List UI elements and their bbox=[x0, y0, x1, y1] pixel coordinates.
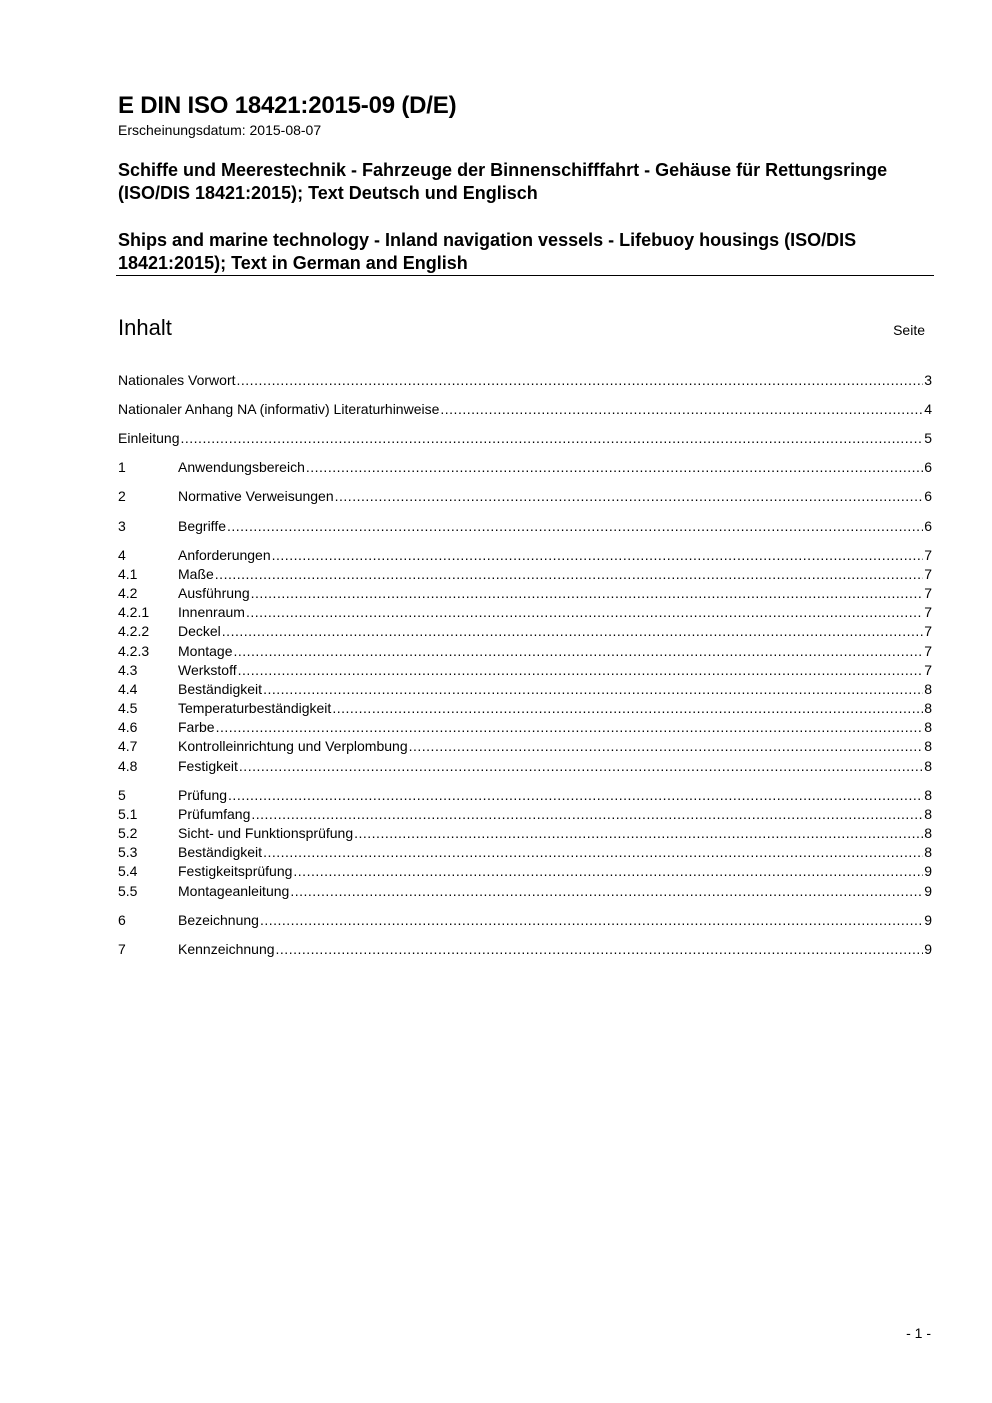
toc-leader-dots bbox=[276, 940, 924, 959]
toc-leader-dots bbox=[215, 565, 923, 584]
toc-entry-number: 4.6 bbox=[118, 719, 138, 735]
toc-leader-dots bbox=[263, 843, 923, 862]
toc-leader-dots bbox=[238, 661, 924, 680]
toc-entry-page: 7 bbox=[924, 604, 932, 620]
toc-entry[interactable] bbox=[118, 862, 932, 881]
toc-entry-title: Farbe bbox=[178, 719, 215, 735]
toc-entry-title: Nationales Vorwort bbox=[118, 372, 236, 388]
toc-entry-page: 6 bbox=[924, 518, 932, 534]
toc-entry-title: Prüfumfang bbox=[178, 806, 251, 822]
toc-entry-title: Bezeichnung bbox=[178, 912, 259, 928]
toc-entry-page: 7 bbox=[924, 585, 932, 601]
toc-leader-dots bbox=[272, 546, 924, 565]
toc-entry-page: 8 bbox=[924, 844, 932, 860]
toc-entry-title: Nationaler Anhang NA (informativ) Literaturhinweise bbox=[118, 401, 440, 417]
toc-entry-page: 8 bbox=[924, 681, 932, 697]
toc-entry[interactable] bbox=[118, 786, 932, 805]
toc-entry-number: 3 bbox=[118, 518, 126, 534]
toc-entry-title: Festigkeit bbox=[178, 758, 238, 774]
toc-entry-page: 6 bbox=[924, 459, 932, 475]
toc-entry-title: Kennzeichnung bbox=[178, 941, 275, 957]
toc-leader-dots bbox=[354, 824, 923, 843]
toc-entry-title: Begriffe bbox=[178, 518, 226, 534]
toc-entry-title: Werkstoff bbox=[178, 662, 237, 678]
toc-leader-dots bbox=[293, 862, 923, 881]
toc-entry[interactable] bbox=[118, 371, 932, 390]
toc-entry-number: 1 bbox=[118, 459, 126, 475]
toc-leader-dots bbox=[332, 699, 923, 718]
toc-leader-dots bbox=[228, 786, 923, 805]
toc-entry[interactable] bbox=[118, 699, 932, 718]
toc-entry-title: Kontrolleinrichtung und Verplombung bbox=[178, 738, 408, 754]
toc-entry[interactable] bbox=[118, 603, 932, 622]
toc-entry[interactable] bbox=[118, 805, 932, 824]
toc-leader-dots bbox=[335, 487, 924, 506]
toc-entry-title: Deckel bbox=[178, 623, 221, 639]
toc-entry-number: 4 bbox=[118, 547, 126, 563]
toc-entry[interactable] bbox=[118, 843, 932, 862]
toc-entry-title: Beständigkeit bbox=[178, 681, 263, 697]
toc-entry-title: Beständigkeit bbox=[178, 844, 263, 860]
toc-entry-number: 5.1 bbox=[118, 806, 138, 822]
toc-entry-page: 7 bbox=[924, 547, 932, 563]
toc-entry[interactable] bbox=[118, 429, 932, 448]
toc-entry[interactable] bbox=[118, 400, 932, 419]
toc-leader-dots bbox=[227, 517, 923, 536]
toc-entry-title: Anforderungen bbox=[178, 547, 271, 563]
toc-entry-page: 9 bbox=[924, 883, 932, 899]
toc-entry-number: 7 bbox=[118, 941, 126, 957]
toc-entry[interactable] bbox=[118, 757, 932, 776]
toc-entry-number: 5.4 bbox=[118, 863, 138, 879]
toc-entry-title: Montage bbox=[178, 643, 233, 659]
toc-entry-title: Sicht- und Funktionsprüfung bbox=[178, 825, 354, 841]
toc-entry-title: Montageanleitung bbox=[178, 883, 290, 899]
toc-entry-page: 7 bbox=[924, 566, 932, 582]
toc-entry-page: 8 bbox=[924, 700, 932, 716]
title-german: Schiffe und Meerestechnik - Fahrzeuge der Binnenschifffahrt - Gehäuse für Rettungsringe (ISO/DIS 18421:2015); Text Deutsch und Englisch bbox=[118, 160, 888, 203]
toc-entry-number: 4.1 bbox=[118, 566, 138, 582]
toc-entry-number: 4.4 bbox=[118, 681, 138, 697]
toc-entry-page: 8 bbox=[924, 719, 932, 735]
toc-entry[interactable] bbox=[118, 622, 932, 641]
toc-leader-dots bbox=[251, 805, 923, 824]
toc-heading: Inhalt bbox=[118, 315, 172, 340]
toc-entry-title: Maße bbox=[178, 566, 214, 582]
toc-entry[interactable] bbox=[118, 737, 932, 756]
toc-leader-dots bbox=[251, 584, 924, 603]
toc-entry[interactable] bbox=[118, 680, 932, 699]
toc-entry-number: 4.8 bbox=[118, 758, 138, 774]
publication-date: Erscheinungsdatum: 2015-08-07 bbox=[118, 122, 322, 138]
toc-entry-page: 7 bbox=[924, 623, 932, 639]
toc-entry-number: 5.3 bbox=[118, 844, 138, 860]
toc-entry-number: 4.2.2 bbox=[118, 623, 150, 639]
title-english: Ships and marine technology - Inland navigation vessels - Lifebuoy housings (ISO/DIS 18421:2015); Text in German and English bbox=[118, 230, 857, 273]
toc-leader-dots bbox=[233, 642, 923, 661]
toc-entry-title: Einleitung bbox=[118, 430, 180, 446]
toc-entry-number: 4.2 bbox=[118, 585, 138, 601]
toc-entry-page: 7 bbox=[924, 643, 932, 659]
toc-entry[interactable] bbox=[118, 882, 932, 901]
toc-entry-page: 9 bbox=[924, 863, 932, 879]
toc-entry-title: Festigkeitsprüfung bbox=[178, 863, 293, 879]
toc-leader-dots bbox=[222, 622, 923, 641]
toc-entry-page: 9 bbox=[924, 912, 932, 928]
toc-entry-number: 4.3 bbox=[118, 662, 138, 678]
toc-leader-dots bbox=[306, 458, 923, 477]
toc-leader-dots bbox=[290, 882, 923, 901]
toc-entry[interactable] bbox=[118, 940, 932, 959]
toc-entry-page: 8 bbox=[924, 758, 932, 774]
toc-entry-title: Innenraum bbox=[178, 604, 245, 620]
toc-entry-page: 5 bbox=[924, 430, 932, 446]
toc-entry-title: Temperaturbeständigkeit bbox=[178, 700, 332, 716]
toc-page-column-label: Seite bbox=[893, 322, 925, 338]
toc-leader-dots bbox=[237, 371, 924, 390]
toc-entry-title: Ausführung bbox=[178, 585, 250, 601]
toc-entry-title: Normative Verweisungen bbox=[178, 488, 334, 504]
toc-entry[interactable] bbox=[118, 517, 932, 536]
footer-page-number: - 1 - bbox=[906, 1325, 931, 1341]
toc-entry[interactable] bbox=[118, 546, 932, 565]
toc-entry-page: 6 bbox=[924, 488, 932, 504]
toc-entry-number: 5.5 bbox=[118, 883, 138, 899]
toc-entry[interactable] bbox=[118, 487, 932, 506]
toc-entry[interactable] bbox=[118, 458, 932, 477]
toc-entry[interactable] bbox=[118, 584, 932, 603]
toc-entry[interactable] bbox=[118, 642, 932, 661]
toc-entry-number: 6 bbox=[118, 912, 126, 928]
toc-entry-number: 4.7 bbox=[118, 738, 138, 754]
toc-leader-dots bbox=[409, 737, 924, 756]
toc-entry-page: 8 bbox=[924, 825, 932, 841]
toc-entry-number: 4.2.1 bbox=[118, 604, 150, 620]
toc-entry-page: 9 bbox=[924, 941, 932, 957]
toc-entry-page: 8 bbox=[924, 787, 932, 803]
toc-entry-number: 5.2 bbox=[118, 825, 138, 841]
toc-entry-page: 3 bbox=[924, 372, 932, 388]
toc-entry-title: Prüfung bbox=[178, 787, 228, 803]
toc-leader-dots bbox=[246, 603, 923, 622]
toc-leader-dots bbox=[216, 718, 924, 737]
title-divider bbox=[116, 275, 934, 276]
toc-entry[interactable] bbox=[118, 911, 932, 930]
toc-leader-dots bbox=[239, 757, 923, 776]
toc-leader-dots bbox=[260, 911, 923, 930]
toc-entry-page: 8 bbox=[924, 806, 932, 822]
toc-leader-dots bbox=[263, 680, 923, 699]
toc-entry-number: 4.5 bbox=[118, 700, 138, 716]
toc-entry-number: 5 bbox=[118, 787, 126, 803]
toc-entry[interactable] bbox=[118, 661, 932, 680]
toc-leader-dots bbox=[440, 400, 923, 419]
toc-entry-page: 4 bbox=[924, 401, 932, 417]
toc-entry-page: 7 bbox=[924, 662, 932, 678]
toc-entry-title: Anwendungsbereich bbox=[178, 459, 305, 475]
document-id: E DIN ISO 18421:2015-09 (D/E) bbox=[118, 92, 457, 119]
toc-entry[interactable] bbox=[118, 718, 932, 737]
toc-leader-dots bbox=[181, 429, 924, 448]
toc-entry-number: 4.2.3 bbox=[118, 643, 150, 659]
toc-entry[interactable] bbox=[118, 565, 932, 584]
toc-entry-page: 8 bbox=[924, 738, 932, 754]
toc-entry-number: 2 bbox=[118, 488, 126, 504]
toc-entry[interactable] bbox=[118, 824, 932, 843]
